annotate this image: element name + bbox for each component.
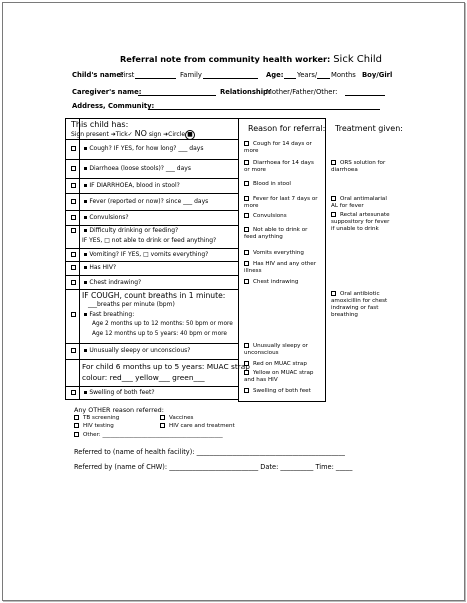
vomiting-text: Vomiting? IF YES, □ vomits everything? [89,251,209,258]
row-divider [65,178,239,179]
circle-text: Circle [168,131,186,138]
years-field[interactable] [284,78,296,79]
caregiver-label: Caregiver's name: [72,88,142,96]
bullet-icon [84,229,88,233]
sign-row-drinking [71,227,178,234]
bullet-icon [84,266,88,270]
age-2-12-text: Age 2 months up to 12 months: 50 bpm or more [92,321,233,327]
years-label: Years/ [297,71,318,79]
tb-checkbox[interactable] [74,415,79,420]
sign-row-vomiting [71,251,208,258]
sign-row-blood [71,182,180,189]
box-header-line1: This child has: [71,120,129,129]
treatment-text: ORS solution for diarrhoea [331,160,386,173]
other-reason-label: Any OTHER reason referred: [74,406,164,414]
reason-text: Not able to drink or feed anything [244,227,308,240]
convulsions-text: Convulsions? [89,214,129,221]
reason-text: Red on MUAC strap [253,361,307,367]
reason-checkbox[interactable] [244,196,249,201]
vomiting-checkbox[interactable] [71,252,76,257]
sex-label: Boy/Girl [362,71,393,79]
reason-text: Yellow on MUAC strap and has HIV [244,370,314,383]
sign-row-fast-breathing [71,311,134,318]
header-divider [65,139,239,140]
reason-text: Swelling of both feet [253,388,311,394]
address-field[interactable] [148,109,380,110]
hiv-testing-text: HIV testing [83,423,114,429]
reason-blood [244,181,320,188]
reason-sleepy [244,343,320,357]
bullet-icon [84,216,88,220]
sleepy-checkbox[interactable] [71,348,76,353]
fast-breathing-checkbox[interactable] [71,312,76,317]
treatment-checkbox[interactable] [331,160,336,165]
reason-cough [244,141,320,155]
reason-text: Vomits everything [253,250,304,256]
treatment-checkbox[interactable] [331,291,336,296]
other-checkbox[interactable] [74,432,79,437]
title-hand: Sick Child [333,54,383,65]
sign-row-sleepy [71,347,190,354]
reason-checkbox[interactable] [244,388,249,393]
reason-checkbox[interactable] [244,279,249,284]
reason-vomits [244,250,320,257]
treatment-artesunate [331,212,393,233]
swelling-text: Swelling of both feet? [89,389,155,396]
sign-row-hiv [71,264,116,271]
treatment-checkbox[interactable] [331,212,336,217]
reason-text: Has HIV and any other illness [244,261,317,274]
months-field[interactable] [317,78,330,79]
row-divider [65,248,239,249]
family-label: Family [180,71,202,79]
vaccines-option[interactable] [160,415,193,422]
first-name-field[interactable] [135,78,176,79]
signs-box [65,118,239,400]
convulsions-checkbox[interactable] [71,215,76,220]
tick-text: Tick [115,131,128,138]
address-label: Address, Community: [72,102,155,110]
drinking-checkbox[interactable] [71,228,76,233]
fever-text: Fever (reported or now)? since ___ days [89,198,209,205]
vaccines-checkbox[interactable] [160,415,165,420]
months-label: Months [331,71,356,79]
muac-colour[interactable]: colour: red___ yellow___ green___ [82,373,205,382]
treatment-text: Oral antibiotic amoxicillin for chest indrawing or fast breathing [331,291,388,318]
row-divider [65,386,239,387]
relationship-options: Mother/Father/Other: [266,88,338,96]
caregiver-field[interactable] [138,95,216,96]
cough-checkbox[interactable] [71,146,76,151]
relationship-other-field[interactable] [345,95,385,96]
treatment-header: Treatment given: [335,124,403,133]
bullet-icon [84,281,88,285]
bullet-icon [84,147,88,151]
hiv-text: Has HIV? [89,264,117,271]
reason-fever [244,196,320,210]
no-text: NO [134,129,147,138]
sign-text: sign [148,131,162,138]
row-divider [65,210,239,211]
reason-text: Fever for last 7 days or more [244,196,318,209]
bullet-icon [84,391,88,395]
reason-diarrhoea [244,160,320,174]
reason-swelling [244,388,320,395]
reason-drinking [244,227,320,241]
reason-text: Chest indrawing [253,279,299,285]
sleepy-text: Unusually sleepy or unconscious? [89,347,191,354]
diarrhoea-text: Diarrhoea (loose stools)? ___ days [89,165,191,172]
row-divider [65,289,239,290]
reason-checkbox[interactable] [244,160,249,165]
reason-checkbox[interactable] [244,181,249,186]
row-divider [65,343,239,344]
treatment-amoxicillin [331,291,393,319]
drinking-followup: IF YES, □ not able to drink or feed anything? [82,237,217,244]
row-divider [65,275,239,276]
reason-checkbox[interactable] [244,261,249,266]
muac-heading: For child 6 months up to 5 years: MUAC strap [82,362,250,371]
reason-text: Convulsions [253,213,287,219]
form-title [120,54,382,65]
row-divider [65,225,239,226]
reason-checkbox[interactable] [244,250,249,255]
diarrhoea-checkbox[interactable] [71,166,76,171]
reason-checkbox[interactable] [244,361,249,366]
treatment-checkbox[interactable] [331,196,336,201]
reason-checkbox[interactable] [244,213,249,218]
reason-text: Diarrhoea for 14 days or more [244,160,314,173]
treatment-text: Oral antimalarial AL for fever [331,196,387,209]
box-header-line2: Sign present ➜Tick✓ NO sign ➜Circle ■ [71,129,195,140]
fast-breathing-text: Fast breathing: [89,311,135,318]
bpm-field[interactable]: ___breaths per minute (bpm) [88,301,175,308]
cough-text: Cough? IF YES, for how long? ___ days [89,145,204,152]
reason-text: Blood in stool [253,181,291,187]
chest-checkbox[interactable] [71,280,76,285]
sign-row-diarrhoea [71,165,191,172]
sign-row-cough [71,145,203,152]
sign-row-chest [71,279,141,286]
row-divider [65,359,239,360]
sign-present-text: Sign present [71,131,109,138]
reason-yellow [244,370,320,384]
reason-checkbox[interactable] [244,227,249,232]
treatment-text: Rectal artesunate suppository for fever if unable to drink [331,212,390,232]
bullet-icon [84,167,88,171]
hiv-testing-checkbox[interactable] [74,423,79,428]
count-breaths-heading: IF COUGH, count breaths in 1 minute: [82,291,226,300]
row-divider [65,261,239,262]
sign-row-swelling [71,389,155,396]
reason-checkbox[interactable] [244,141,249,146]
reason-chest [244,279,320,286]
swelling-checkbox[interactable] [71,390,76,395]
sign-row-convulsions [71,214,129,221]
fever-checkbox[interactable] [71,199,76,204]
other-text: Other: ___________________________________________ [83,432,223,438]
family-name-field[interactable] [203,78,258,79]
first-label: First [120,71,135,79]
circle-icon: ■ [185,130,195,140]
tb-text: TB screening [83,415,120,421]
chest-text: Chest indrawing? [89,279,142,286]
reason-checkbox[interactable] [244,370,249,375]
hiv-testing-option[interactable] [74,423,114,430]
bullet-icon [84,313,88,317]
tb-screening-option[interactable] [74,415,119,422]
reason-red [244,361,320,368]
age-12-5-text: Age 12 months up to 5 years: 40 bpm or more [92,331,227,337]
other-option[interactable] [74,432,223,439]
reason-convulsions [244,213,320,220]
bullet-icon [84,184,88,188]
row-divider [65,159,239,160]
blood-checkbox[interactable] [71,183,76,188]
drinking-text: Difficulty drinking or feeding? [89,227,179,234]
age-label: Age: [266,71,284,79]
sign-row-fever [71,198,208,205]
bullet-icon [84,200,88,204]
blood-text: IF DIARRHOEA, blood in stool? [89,182,180,189]
reason-checkbox[interactable] [244,343,249,348]
treatment-antimalarial [331,196,393,210]
vaccines-text: Vaccines [169,415,194,421]
bullet-icon [84,253,88,257]
row-divider [65,193,239,194]
childs-name-label: Child's name: [72,71,124,79]
relationship-label: Relationship: [220,88,271,96]
hiv-checkbox[interactable] [71,265,76,270]
title-text: Referral note from community health worker: [120,54,331,64]
reason-text: Unusually sleepy or unconscious [244,343,308,356]
hiv-care-option[interactable] [160,423,235,430]
bullet-icon [84,349,88,353]
reason-hiv [244,261,320,275]
hiv-care-checkbox[interactable] [160,423,165,428]
reason-header: Reason for referral: [248,124,326,133]
reason-text: Cough for 14 days or more [244,141,312,154]
hiv-care-text: HIV care and treatment [169,423,235,429]
referred-by-field[interactable]: Referred by (name of CHW): ___________________________ Date: __________ Time: _____ [74,463,353,471]
treatment-ors [331,160,393,174]
tick-column-divider [79,118,80,400]
referred-to-field[interactable]: Referred to (name of health facility): _____________________________________________ [74,448,345,456]
